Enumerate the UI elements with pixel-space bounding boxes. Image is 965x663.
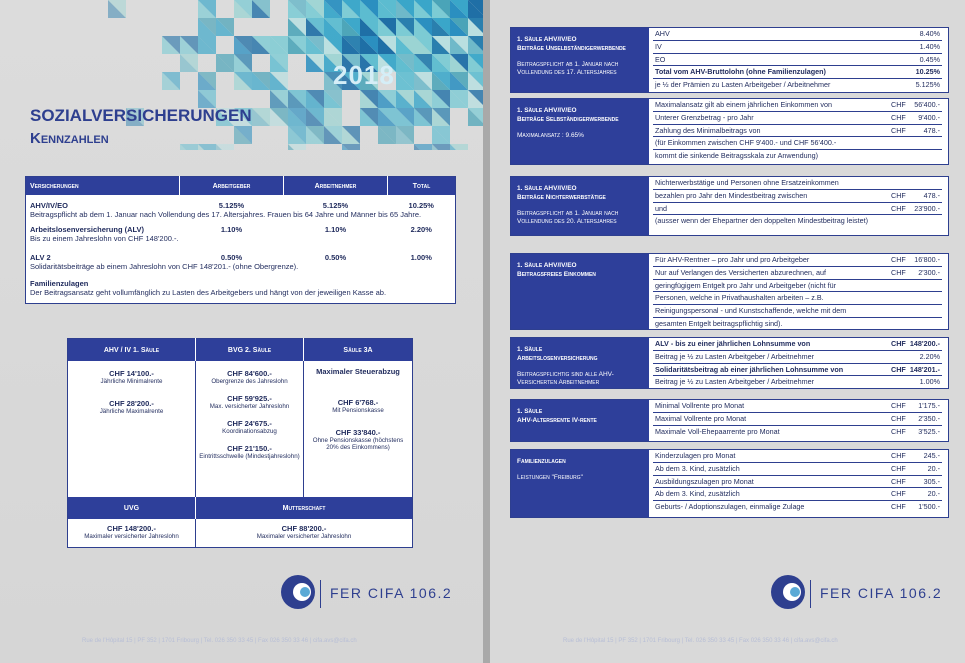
desc: Koordinationsabzug (222, 428, 277, 435)
fer-cifa-logo (770, 574, 950, 614)
block-rows (653, 450, 942, 513)
rate-row (653, 364, 942, 377)
rate-value: 9'400.- (918, 112, 940, 122)
mutterschaft-cell (196, 519, 413, 547)
rate-row (653, 338, 942, 351)
year-label: 2018 (333, 60, 395, 90)
row-total: 2.20% (410, 225, 432, 234)
block-rows (653, 338, 942, 388)
title-line2: Kennzahlen (30, 130, 109, 147)
block-subheading: AHV-Altersrente IV-rente (517, 416, 597, 424)
rate-block-label (511, 99, 649, 164)
desc: Max. versicherter Jahreslohn (209, 403, 290, 410)
cifa-logo-icon (770, 574, 806, 610)
rate-value: 1'175.- (918, 401, 940, 410)
rate-row (653, 150, 942, 162)
rate-block (510, 27, 949, 93)
rate-block-label (511, 254, 649, 329)
rate-label: Unterer Grenzbetrag - pro Jahr (655, 112, 754, 122)
header-mosaic-pattern (0, 0, 483, 150)
rate-value: 16'800.- (914, 255, 940, 264)
rate-currency: CHF (891, 413, 906, 423)
rate-value: 478.- (923, 125, 940, 135)
rate-label: ALV - bis zu einer jährlichen Lohnsumme von (655, 339, 811, 348)
rate-value: 8.40% (919, 29, 940, 38)
rate-block (510, 399, 949, 442)
rate-row (653, 450, 942, 463)
rate-row (653, 305, 942, 318)
block-heading: 1. Säule AHV/IV/EO (517, 185, 577, 192)
header-ahv-iv: AHV / IV 1. Säule (68, 339, 196, 362)
block-heading: 1. Säule AHV/IV/EO (517, 36, 577, 43)
block-rows (653, 99, 942, 162)
col3-title: Maximaler Steuerabzug (316, 367, 400, 376)
rate-block-label (511, 177, 649, 235)
row-name: AHV/IV/EO (30, 201, 68, 210)
block-note: Beitragspflicht ab 1. Januar nach Vollendung des 17. Altersjahres (517, 60, 619, 77)
rate-currency: CHF (891, 255, 906, 264)
rate-label: Beitrag je ½ zu Lasten Arbeitgeber / Arbeitnehmer (655, 351, 815, 361)
rate-value: 305.- (923, 476, 940, 486)
value: CHF 28'200.- (109, 399, 154, 408)
rate-row (653, 190, 942, 203)
footer-address: Rue de l'Hôpital 15 | PF 352 | 1701 Fribourg | Tel. 026 350 33 45 | Fax 026 350 33 46 | cifa.avs@cifa.ch (82, 638, 357, 644)
rate-label: (für Einkommen zwischen CHF 9'400.- und CHF 56'400.- (655, 138, 837, 148)
rate-row (653, 177, 942, 190)
rate-label: Total vom AHV-Bruttolohn (ohne Familienzulagen) (655, 67, 826, 77)
header-uvg: UVG (68, 497, 196, 519)
rate-label: Geburts- / Adoptionszulagen, einmalige Zulage (655, 502, 805, 512)
rate-row (653, 137, 942, 150)
desc: Jährliche Maximalrente (99, 408, 164, 415)
rate-block-label (511, 338, 649, 388)
rate-value: 20.- (927, 489, 940, 499)
rate-row (653, 79, 942, 91)
rate-value: 5.125% (915, 80, 940, 90)
value: CHF 33'840.- (335, 428, 381, 437)
rate-row (653, 99, 942, 112)
rate-label: (ausser wenn der Ehepartner den doppelten Mindestbeitrag leistet) (655, 216, 868, 226)
row-note: Solidaritätsbeiträge ab einem Jahreslohn von CHF 148'201.- (ohne Obergrenze). (30, 262, 299, 271)
logo-divider (810, 580, 811, 608)
block-heading: 1. Säule AHV/IV/EO (517, 107, 577, 114)
rate-currency: CHF (891, 502, 906, 512)
desc: Mit Pensionskasse (332, 407, 384, 414)
value: CHF 88'200.- (281, 524, 327, 533)
desc: Ohne Pensionskasse (höchstens 20% des Einkommens) (312, 437, 404, 451)
header-arbeitgeber: Arbeitgeber (180, 177, 284, 196)
block-rows (653, 254, 942, 330)
block-rows (653, 177, 942, 227)
rate-currency: CHF (891, 203, 906, 213)
rate-block (510, 337, 949, 389)
rate-row (653, 125, 942, 138)
rate-label: Maximalansatz gilt ab einem jährlichen Einkommen von (655, 100, 832, 109)
rate-currency: CHF (891, 463, 906, 473)
rate-label: Ab dem 3. Kind, zusätzlich (655, 489, 740, 499)
rate-block-label (511, 28, 649, 92)
title-line1: SOZIALVERSICHERUNGEN (30, 106, 252, 125)
rate-currency: CHF (891, 125, 906, 135)
rate-row (653, 488, 942, 501)
row-note: Beitragspflicht ab dem 1. Januar nach Vollendung des 17. Altersjahres. Frauen bis 64 Jahre und Männer bis 65 Jahre. (30, 210, 422, 219)
rate-label: bezahlen pro Jahr den Mindestbeitrag zwischen (655, 190, 808, 200)
uvg-cell (68, 519, 196, 547)
value: CHF 6'768.- (337, 398, 379, 407)
block-heading: 1. Säule (517, 408, 543, 415)
block-heading: 1. Säule AHV/IV/EO (517, 262, 577, 269)
page-right (490, 0, 965, 663)
rate-row (653, 28, 942, 41)
rate-row (653, 400, 942, 413)
rate-label: Personen, welche in Privathaushalten arbeiten – z.B. (655, 293, 824, 303)
value: CHF 24'675.- (227, 419, 272, 428)
logo-text: FER CIFA 106.2 (330, 585, 453, 601)
rate-currency: CHF (891, 112, 906, 122)
rate-row (653, 501, 942, 513)
block-subheading: Beitragsfreies Einkommen (517, 270, 596, 278)
value: CHF 148'200.- (107, 524, 156, 533)
header-arbeitnehmer: Arbeitnehmer (284, 177, 388, 196)
rate-value: 20.- (927, 463, 940, 473)
header-total: Total (388, 177, 456, 196)
row-an: 1.10% (324, 225, 347, 234)
rate-value: 1.40% (919, 41, 940, 51)
rate-currency: CHF (891, 426, 906, 436)
rate-row (653, 203, 942, 216)
row-name: ALV 2 (30, 253, 51, 262)
rate-currency: CHF (891, 339, 906, 348)
rate-label: Maximale Voll-Ehepaarrente pro Monat (655, 426, 780, 436)
rate-block (510, 176, 949, 236)
rate-label: AHV (655, 29, 670, 38)
rate-label: Beitrag je ½ zu Lasten Arbeitgeber / Arbeitnehmer (655, 377, 815, 387)
rate-value: 2'350.- (918, 413, 940, 423)
logo-text: FER CIFA 106.2 (820, 585, 943, 601)
rate-currency: CHF (891, 190, 906, 200)
bvg-cell (196, 361, 304, 497)
rate-label: IV (655, 41, 662, 51)
rate-currency: CHF (891, 401, 906, 410)
rate-row (653, 318, 942, 330)
row-ag: 0.50% (220, 253, 243, 262)
page-gap (483, 0, 490, 663)
rate-row (653, 112, 942, 125)
block-rows (653, 400, 942, 437)
row-note: Der Beitragsansatz geht vollumfänglich zu Lasten des Arbeitgebers und hängt von der jeweiligen Kasse ab. (30, 288, 387, 297)
block-rows (653, 28, 942, 91)
rate-value: 1.00% (919, 377, 940, 387)
rate-row (653, 426, 942, 438)
rate-row (653, 351, 942, 364)
rate-value: 478.- (923, 190, 940, 200)
block-heading: Familienzulagen (517, 458, 566, 465)
rate-label: und (655, 203, 667, 213)
rate-value: 3'525.- (918, 426, 940, 436)
rate-label: je ½ der Prämien zu Lasten Arbeitgeber / Arbeitnehmer (655, 80, 831, 90)
rate-block-label (511, 450, 649, 517)
rate-block-label (511, 400, 649, 441)
cifa-logo-icon (280, 574, 316, 610)
rate-block (510, 253, 949, 330)
rate-row (653, 254, 942, 267)
rate-label: Kinderzulagen pro Monat (655, 451, 736, 460)
rate-label: kommt die sinkende Beitragsskala zur Anwendung) (655, 151, 819, 161)
saeule-3a-cell (304, 361, 413, 497)
rate-currency: CHF (891, 451, 906, 460)
rate-value: 2'300.- (918, 267, 940, 277)
row-total: 1.00% (410, 253, 432, 262)
row-ag: 1.10% (220, 225, 243, 234)
row-name: Arbeitslosenversicherung (ALV) (30, 225, 145, 234)
block-note: Beitragspflicht ab 1. Januar nach Vollendung des 20. Altersjahres (517, 209, 619, 226)
rate-label: geringfügigem Entgelt pro Jahr und Arbeitgeber (nicht für (655, 280, 836, 290)
rate-label: EO (655, 54, 666, 64)
block-subheading: Beiträge Nichterwerbstätige (517, 193, 606, 201)
rate-row (653, 54, 942, 67)
rate-row (653, 376, 942, 388)
rate-label: Nur auf Verlangen des Versicherten abzurechnen, auf (655, 267, 827, 277)
desc: Eintrittsschwelle (Mindestjahreslohn) (199, 453, 300, 460)
block-note: Beitragspflichtig sind alle AHV-Versicherten Arbeitnehmer (517, 370, 614, 387)
rate-row (653, 280, 942, 293)
rate-label: gesamten Entgelt beitragspflichtig sind). (655, 318, 783, 328)
header-versicherungen: Versicherungen (26, 177, 180, 196)
contribution-table (25, 176, 456, 304)
rate-value: 23'900.- (914, 203, 940, 213)
row-total: 10.25% (408, 201, 434, 210)
rate-row (653, 215, 942, 227)
header-mutterschaft: Mutterschaft (196, 497, 413, 519)
rate-row (653, 41, 942, 54)
row-note: Bis zu einem Jahreslohn von CHF 148'200.-. (30, 234, 179, 243)
rate-label: Maximal Vollrente pro Monat (655, 413, 747, 423)
rate-currency: CHF (891, 364, 906, 374)
block-note: Maximalansatz : 9.65% (517, 131, 584, 139)
pillars-table (67, 338, 413, 548)
rate-row (653, 413, 942, 426)
rate-value: 10.25% (915, 67, 940, 77)
rate-label: Nichterwerbstätige und Personen ohne Ersatzeinkommen (655, 178, 839, 187)
row-ag: 5.125% (218, 201, 245, 210)
block-subheading: Beiträge Selbständigerwerbende (517, 115, 619, 123)
rate-row (653, 476, 942, 489)
rate-label: Ab dem 3. Kind, zusätzlich (655, 463, 740, 473)
rate-row (653, 463, 942, 476)
rate-value: 148'201.- (909, 364, 940, 374)
rate-row (653, 292, 942, 305)
value: CHF 21'150.- (227, 444, 272, 453)
rate-row (653, 267, 942, 280)
block-subheading: Arbeitslosenversicherung (517, 354, 598, 362)
row-name: Familienzulagen (30, 279, 89, 288)
rate-row (653, 66, 942, 79)
row-an: 0.50% (324, 253, 347, 262)
ahv-iv-cell (68, 361, 196, 497)
header-bvg: BVG 2. Säule (196, 339, 304, 362)
rate-value: 56'400.- (914, 100, 940, 109)
rate-label: Solidaritätsbeitrag ab einer jährlichen Lohnsumme von (655, 364, 844, 374)
rate-label: Zahlung des Minimalbeitrags von (655, 125, 761, 135)
block-subheading: Beiträge Unselbständigerwerbende (517, 44, 626, 52)
rate-block (510, 449, 949, 518)
rate-label: Reinigungspersonal - und Kunstschaffende, welche mit dem (655, 306, 847, 316)
rate-value: 2.20% (919, 351, 940, 361)
value: CHF 59'925.- (227, 394, 272, 403)
rate-currency: CHF (891, 476, 906, 486)
rate-value: 148'200.- (909, 339, 940, 348)
desc: Maximaler versicherter Jahreslohn (84, 533, 179, 540)
value: CHF 14'100.- (109, 369, 154, 378)
rate-label: Für AHV-Rentner – pro Jahr und pro Arbeitgeber (655, 255, 810, 264)
rate-currency: CHF (891, 100, 906, 109)
rate-label: Minimal Vollrente pro Monat (655, 401, 745, 410)
block-heading: 1. Säule (517, 346, 543, 353)
footer-address: Rue de l'Hôpital 15 | PF 352 | 1701 Fribourg | Tel. 026 350 33 45 | Fax 026 350 33 46 | cifa.avs@cifa.ch (563, 638, 838, 644)
rate-block (510, 98, 949, 165)
logo-divider (320, 580, 321, 608)
rate-value: 1'500.- (918, 502, 940, 512)
desc: Jährliche Minimalrente (100, 378, 163, 385)
rate-currency: CHF (891, 267, 906, 277)
desc: Maximaler versicherter Jahreslohn (256, 533, 352, 540)
rate-value: 245.- (923, 451, 940, 460)
value: CHF 84'600.- (227, 369, 272, 378)
block-note: Leistungen "Freiburg" (517, 473, 583, 481)
row-an: 5.125% (322, 201, 349, 210)
header-saeule-3a: Säule 3A (304, 339, 413, 362)
rate-label: Ausbildungszulagen pro Monat (655, 476, 754, 486)
desc: Obergrenze des Jahreslohn (211, 378, 288, 385)
rate-value: 0.45% (919, 54, 940, 64)
fer-cifa-logo (280, 574, 460, 614)
rate-currency: CHF (891, 489, 906, 499)
